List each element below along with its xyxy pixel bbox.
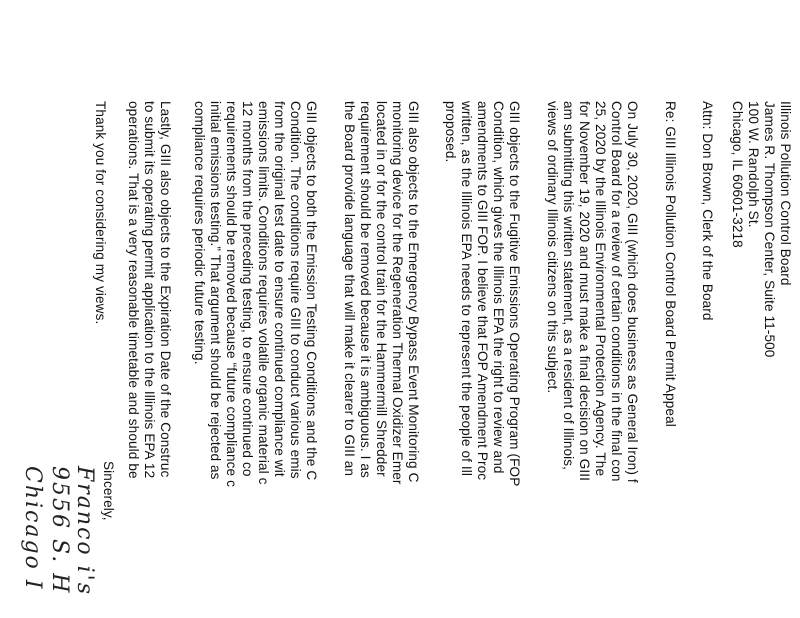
paragraph-line: monitoring device for the Regeneration Thermal Oxidizer Emer <box>390 101 405 485</box>
paragraph-line: Condition. The conditions require GIII to conduct various emis <box>288 101 303 479</box>
paragraph-line: On July 30, 2020, GIII (which does business as General Iron) f <box>625 101 640 483</box>
paragraph-line: emissions limits. Conditions requires volatile organic material c <box>256 101 271 485</box>
paragraph-line: initial emissions testing.” That argument should be rejected as <box>208 101 223 480</box>
paragraph-line: 25, 2020 by the Illinois Environmental Protection Agency. The <box>593 101 608 477</box>
paragraph-line: from the original test date to ensure continued compliance wit <box>272 101 287 477</box>
paragraph-line: requirement should be removed because it is ambiguous. I as <box>358 101 373 478</box>
address-line: Chicago, IL 60601-3218 <box>730 101 745 248</box>
paragraph-line: located in or for the control train for the Hammermill Shredder <box>374 101 389 477</box>
signature-line: 9556 S. H <box>47 466 72 595</box>
paragraph-line: for November 19, 2020 and must make a final decision on GIII <box>577 101 592 482</box>
signature-line: Chicago I <box>20 466 45 591</box>
paragraph-line: GIII objects to the Fugitive Emissions Operating Program (FOP <box>507 101 522 487</box>
paragraph-line: 12 months from the preceding testing, to ensure continued co <box>240 101 255 477</box>
paragraph-line: compliance requires periodic future testing. <box>192 101 207 365</box>
signature-line: Franco i's <box>72 466 97 596</box>
signoff: Sincerely, <box>101 461 116 521</box>
paragraph-line: views of ordinary Illinois citizens on this subject. <box>545 101 560 394</box>
paragraph-line: am submitting this written statement, as a resident of Illinois, <box>561 101 576 471</box>
address-line: James R. Thompson Center, Suite 11-500 <box>762 101 777 358</box>
paragraph-line: the Board provide language that will make it clearer to GIII an <box>342 101 357 477</box>
paragraph-line: requirements should be removed because “future compliance c <box>224 101 239 487</box>
paragraph-line: Lastly, GIII also objects to the Expiration Date of the Construc <box>158 101 173 478</box>
paragraph-line: GIII also objects to the Emergency Bypass Event Monitoring C <box>406 101 421 483</box>
paragraph-line: operations. That is a very reasonable timetable and should be <box>126 101 141 479</box>
paragraph-line: written, as the Illinois EPA needs to represent the people of Ill <box>459 101 474 477</box>
address-line: Illinois Pollution Control Board <box>778 101 793 286</box>
paragraph-line: Condition, which gives the Illinois EPA the right to review and <box>491 101 506 474</box>
paragraph-line: amendments to GIII FOP. I believe that FOP Amendment Proc <box>475 101 490 481</box>
paragraph-line: Control Board for a review of certain conditions in the final con <box>609 101 624 482</box>
address-line: 100 W. Randolph St. <box>746 101 761 228</box>
paragraph-line: proposed. <box>443 101 458 163</box>
paragraph-line: to submit its operating permit application to the Illinois EPA 12 <box>142 101 157 479</box>
subject-line: Re: GIII Illinois Pollution Control Board Permit Appeal <box>663 101 678 427</box>
paragraph-line: GIII objects to both the Emission Testing Conditions and the C <box>304 101 319 481</box>
attention-line: Attn: Don Brown, Clerk of the Board <box>700 101 715 321</box>
closing-line: Thank you for considering my views. <box>93 101 108 325</box>
